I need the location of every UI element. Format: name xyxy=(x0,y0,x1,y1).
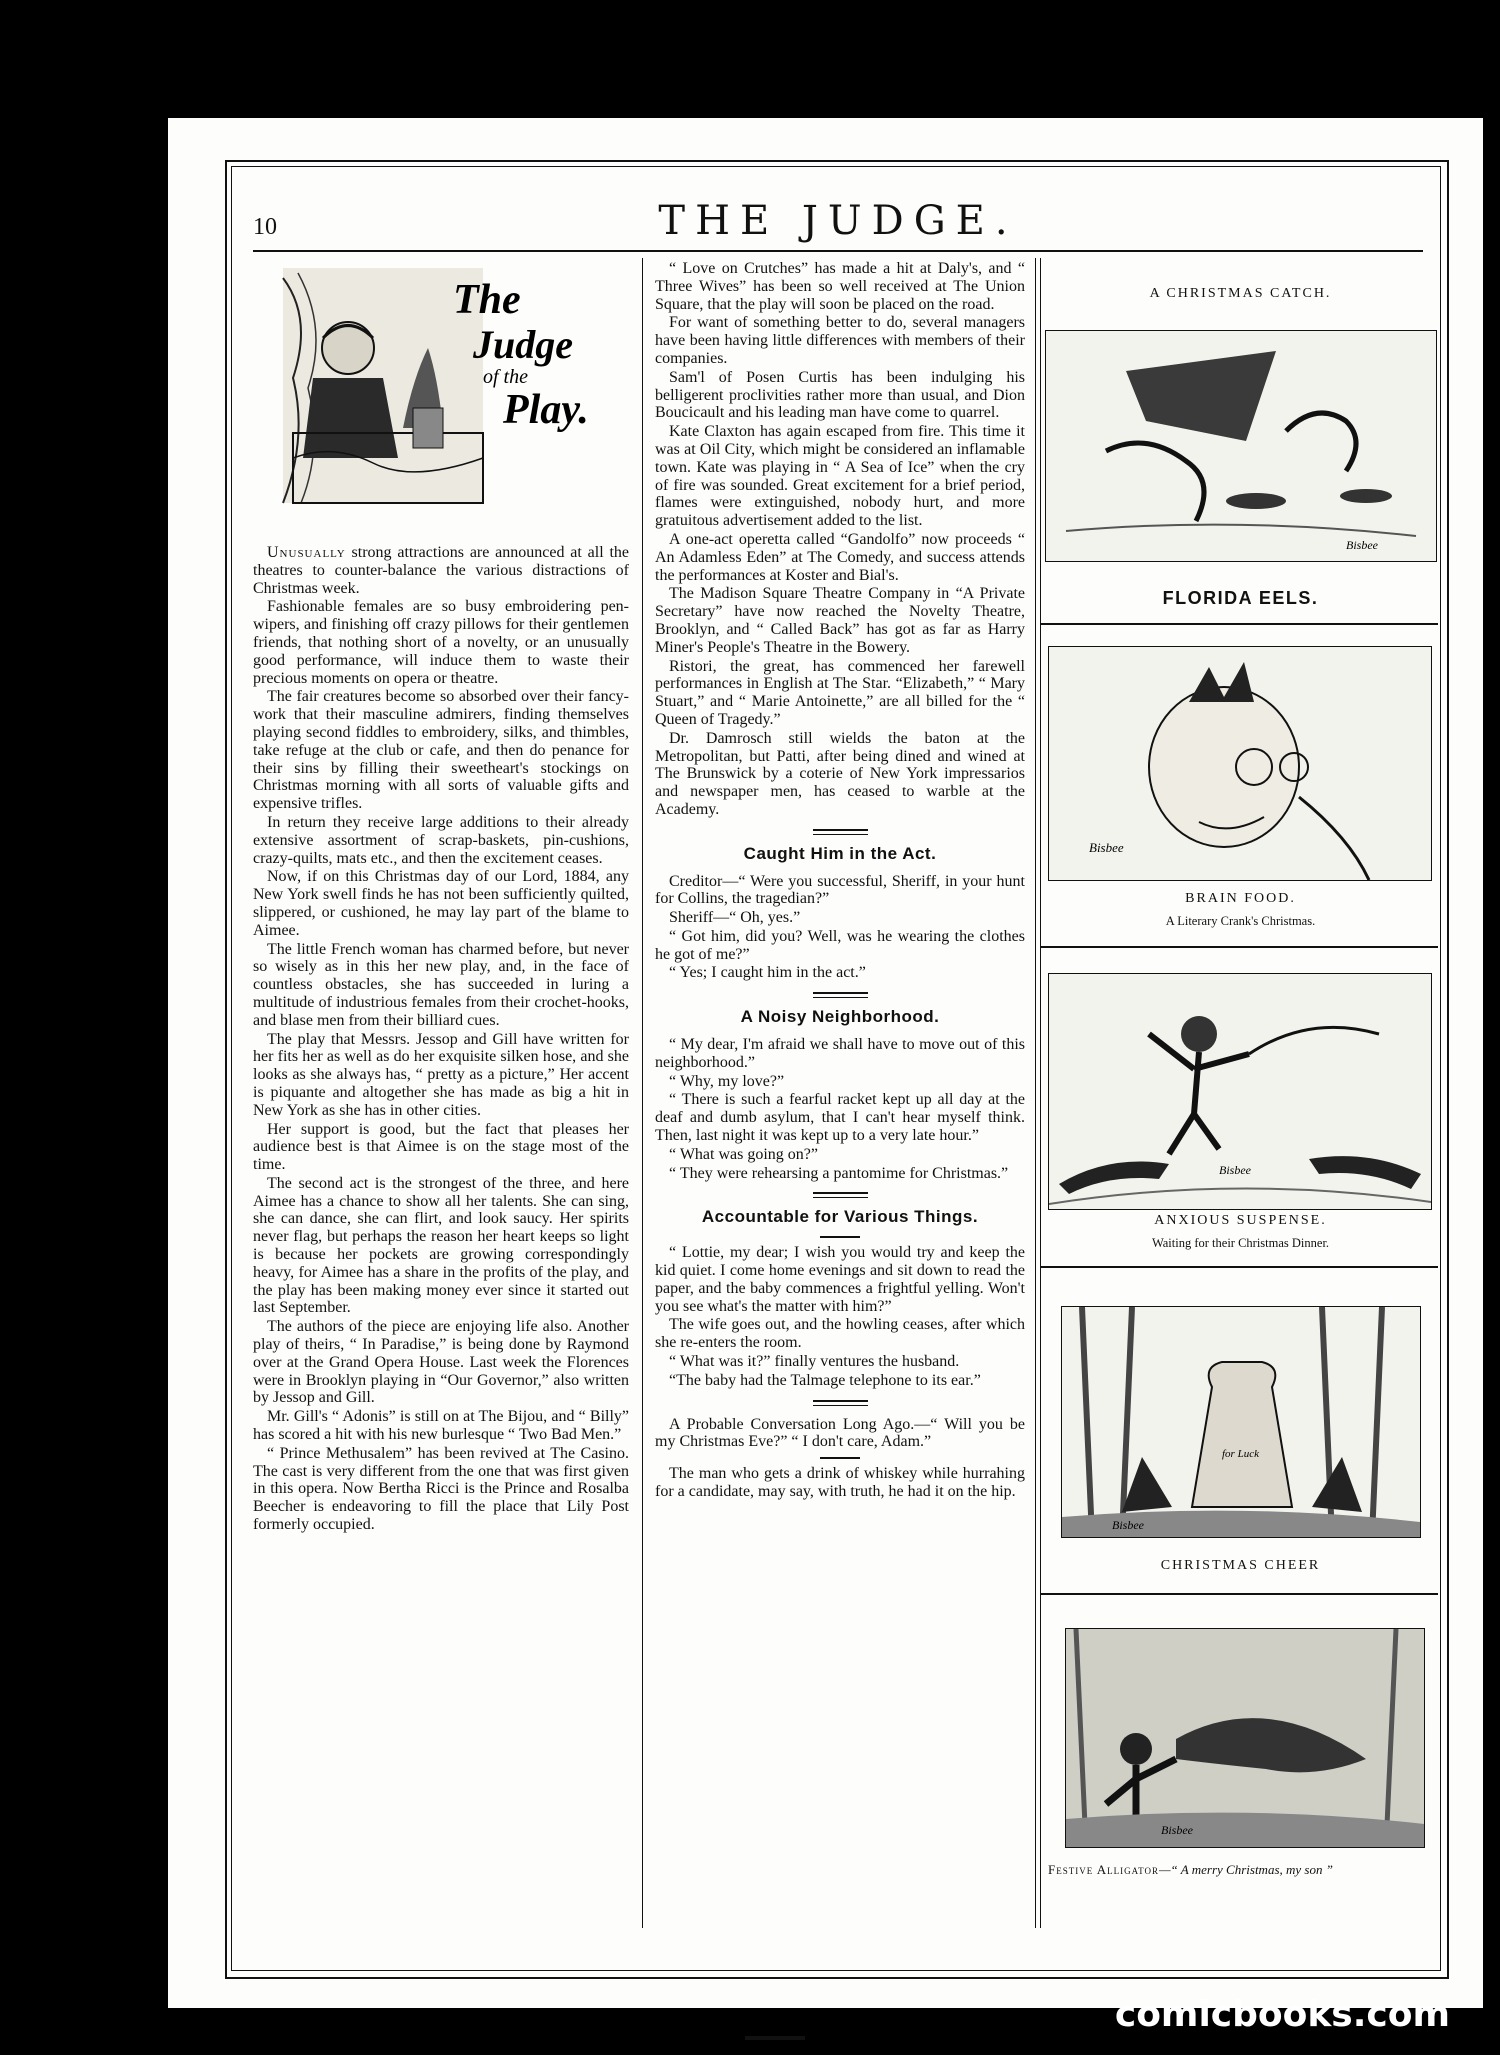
cartoon-christmas-cheer xyxy=(1061,1306,1421,1538)
accountable-line: The wife goes out, and the howling ceases, after which she re-enters the room. xyxy=(655,1316,1025,1352)
festive-alligator-illustration xyxy=(1066,1629,1424,1847)
accountable-line: “ Lottie, my dear; I wish you would try and keep the kid quiet. I come home evenings and sit down to read the paper, and the baby commences a frightful yelling. Won't you see what's the matter with him?” xyxy=(655,1244,1025,1315)
middle-paragraph: For want of something better to do, several managers have been having little differences with members of their companies. xyxy=(655,314,1025,367)
left-column xyxy=(253,258,629,1535)
cartoon-subcaption-anxious-suspense: Waiting for their Christmas Dinner. xyxy=(1151,1236,1330,1250)
heading-noisy-neighborhood: A Noisy Neighborhood. xyxy=(740,1007,940,1027)
noisy-line: “ Why, my love?” xyxy=(669,1072,785,1090)
heading-accountable: Accountable for Various Things. xyxy=(701,1207,979,1227)
caught-line: “ Yes; I caught him in the act.” xyxy=(669,964,866,982)
cartoon-caption-brain-food: BRAIN FOOD. xyxy=(1185,891,1296,906)
short-dash xyxy=(820,1236,860,1238)
section-divider xyxy=(813,992,868,998)
left-paragraph: Her support is good, but the fact that pleases her audience best is that Aimee is on the stage most of the time. xyxy=(253,1120,629,1174)
brain-food-illustration xyxy=(1049,647,1431,880)
watermark: comicbooks.com xyxy=(1114,1994,1450,2035)
left-paragraph: strong attractions are announced at all the theatres to counter-balance the various distractions of Christmas week. xyxy=(253,544,629,597)
svg-text:Play.: Play. xyxy=(503,387,589,433)
cartoon-festive-alligator xyxy=(1065,1628,1425,1848)
cartoon-caption-festive-alligator xyxy=(1048,1860,1433,1880)
left-paragraph: The little French woman has charmed before, but never so wisely as in this her new play, and, in the face of countless obstacles, she has succeeded in luring a multitude of industrious females from their crochet-hooks, and blase men from their billiard cues. xyxy=(253,940,629,1029)
left-paragraph: In return they receive large additions to their already extensive assortment of scrap-baskets, pin-cushions, crazy-quilts, mats etc., and then the excitement ceases. xyxy=(253,813,629,867)
middle-column xyxy=(655,260,1025,1502)
section-divider xyxy=(813,1192,868,1198)
artist-signature: Bisbee xyxy=(1089,840,1124,855)
newspaper-page xyxy=(168,118,1483,2008)
caught-line: Sheriff—“ Oh, yes.” xyxy=(669,909,801,927)
left-paragraph: Now, if on this Christmas day of our Lord, 1884, any New York swell finds he has not been sufficiently quilted, slippered, or cushioned, he may lay part of the blame to Aimee. xyxy=(253,868,629,939)
middle-paragraph: Ristori, the great, has commenced her farewell performances in English at The Star. “Elizabeth,” “ Mary Stuart,” and “ Marie Antoinette,” are all billed for the “ Queen of Tragedy.” xyxy=(655,657,1025,728)
christmas-cheer-illustration xyxy=(1062,1307,1420,1537)
whiskey-paragraph: The man who gets a drink of whiskey while hurrahing for a candidate, may say, with truth, he had it on the hip. xyxy=(655,1465,1025,1501)
section-divider xyxy=(813,829,868,835)
middle-paragraph: Sam'l of Posen Curtis has been indulging his belligerent proclivities rather more than usual, and Dion Boucicault and his leading man have come to quarrel. xyxy=(655,368,1025,422)
caught-line: Creditor—“ Were you successful, Sheriff, in your hunt for Collins, the tragedian?” xyxy=(655,872,1025,908)
left-paragraph: “ Prince Methusalem” has been revived at The Casino. The cast is very different from the one that was first given in this opera. Now Bertha Ricci is the Prince and Rosalba Beecher is endeavoring to fill the place that Lily Post formerly occupied. xyxy=(253,1444,629,1534)
accountable-line: “ What was it?” finally ventures the husband. xyxy=(669,1353,960,1371)
artist-signature: Bisbee xyxy=(1219,1163,1251,1177)
right-divider xyxy=(1041,1593,1438,1595)
svg-text:of the: of the xyxy=(483,366,528,388)
right-divider xyxy=(1041,946,1438,948)
judge-ornament-illustration xyxy=(253,258,629,516)
middle-paragraph: “ Love on Crutches” has made a hit at Daly's, and “ Three Wives” has been so well received at The Union Square, that the play will soon be placed on the road. xyxy=(655,260,1025,313)
anxious-suspense-illustration xyxy=(1049,974,1431,1209)
artist-signature: Bisbee xyxy=(1112,1518,1144,1532)
judge-of-the-play-ornament xyxy=(253,258,629,516)
header-rule xyxy=(253,250,1423,252)
noisy-line: “ There is such a fearful racket kept up all day at the deaf and dumb asylum, that I can't hear myself think. Then, last night it was kept up to a very late hour.” xyxy=(655,1091,1025,1145)
middle-paragraph: Dr. Damrosch still wields the baton at the Metropolitan, but Patti, after being dined and wined at The Brunswick by a coterie of New York impressarios and newspaper men, has ceased to warble at the Academy. xyxy=(655,729,1025,818)
artist-signature: Bisbee xyxy=(1161,1823,1193,1837)
page-number: 10 xyxy=(253,214,277,240)
right-divider xyxy=(1041,623,1438,625)
cartoon-subcaption-brain-food: A Literary Crank's Christmas. xyxy=(1165,914,1316,928)
caught-line: “ Got him, did you? Well, was he wearing the clothes he got of me?” xyxy=(655,927,1025,963)
cartoon-caption-florida-eels: FLORIDA EELS. xyxy=(1162,588,1319,608)
heading-caught-him: Caught Him in the Act. xyxy=(743,843,937,863)
column-rule-1 xyxy=(642,258,643,1928)
noisy-line: “ What was going on?” xyxy=(669,1145,818,1163)
cartoon-anxious-suspense xyxy=(1048,973,1432,1210)
cartoon-caption-anxious-suspense: ANXIOUS SUSPENSE. xyxy=(1154,1213,1327,1228)
section-divider xyxy=(813,1400,868,1406)
cartoon-brain-food xyxy=(1048,646,1432,881)
caption-lead: Festive Alligator xyxy=(1048,1862,1159,1877)
left-paragraph: Fashionable females are so busy embroidering pen-wipers, and finishing off crazy pillows for their gentlemen friends, that nothing short of a novelty, or an unusually good performance, will induce them to waste their precious moments on opera or theatre. xyxy=(253,598,629,687)
noisy-line: “ My dear, I'm afraid we shall have to move out of this neighborhood.” xyxy=(655,1036,1025,1071)
artist-signature: Bisbee xyxy=(1346,538,1378,552)
footer-dash xyxy=(745,2036,805,2040)
cartoon-christmas-catch xyxy=(1045,330,1437,562)
cartoon-caption-christmas-cheer: CHRISTMAS CHEER xyxy=(1160,1558,1321,1573)
left-paragraph: The fair creatures become so absorbed over their fancy-work that their masculine admirers, finding themselves playing second fiddles to embroidery, silks, and thimbles, take refuge at the club or cafe, and then do penance for their sins by filling their sweetheart's stockings on Christmas morning with all sorts of valuable gifts and expensive trifles. xyxy=(253,688,629,813)
accountable-line: “The baby had the Talmage telephone to its ear.” xyxy=(669,1371,981,1389)
caption-text: —“ A merry Christmas, my son ” xyxy=(1158,1862,1333,1877)
column-rule-2b xyxy=(1040,258,1041,1928)
lead-word: Unusually xyxy=(267,544,346,561)
noisy-line: “ They were rehearsing a pantomime for Christmas.” xyxy=(669,1164,1009,1182)
middle-paragraph: The Madison Square Theatre Company in “A Private Secretary” have now reached the Novelty Theatre, Brooklyn, and “ Called Back” has got as far as Harry Miner's People's Theatre in the Bowery. xyxy=(655,585,1025,656)
middle-paragraph: A one-act operetta called “Gandolfo” now proceeds “ An Adamless Eden” at The Comedy, and success attends the performances at Koster and Bial's. xyxy=(655,530,1025,584)
florida-eels-illustration xyxy=(1046,331,1436,561)
probable-conversation: A Probable Conversation Long Ago.—“ Will you be my Christmas Eve?” “ I don't care, Adam.” xyxy=(655,1415,1025,1451)
svg-text:Judge: Judge xyxy=(473,322,573,367)
left-paragraph: Mr. Gill's “ Adonis” is still on at The Bijou, and “ Billy” has scored a hit with his new burlesque “ Two Bad Men.” xyxy=(253,1408,629,1444)
short-dash xyxy=(820,1457,860,1459)
left-paragraph: The play that Messrs. Jessop and Gill have written for her fits her as well as do her exquisite silken hose, and she looks as she always has, “ pretty as a picture,” Her accent is piquante and altogether she has made as big a hit in New York as she has in other cities. xyxy=(253,1030,629,1119)
cartoon-title-christmas-catch: A CHRISTMAS CATCH. xyxy=(1149,286,1332,301)
masthead: THE JUDGE. xyxy=(658,198,1018,244)
left-paragraph: The authors of the piece are enjoying life also. Another play of theirs, “ In Paradise,” is being done by Raymond over at the Grand Opera House. Last week the Florences were in Brooklyn playing in “Our Governor,” also written by Jessop and Gill. xyxy=(253,1318,629,1407)
left-paragraph: The second act is the strongest of the three, and here Aimee has a chance to show all her talents. She can sing, she can dance, she can flirt, and look saucy. Her spirits never flag, but perhaps the reason her heart keeps so light is because her pockets are growing correspondingly heavy, for Aimee has a share in the profits of the play, and the play has been making money ever since it started out last September. xyxy=(253,1174,629,1317)
jug-label: for Luck xyxy=(1222,1448,1259,1460)
middle-paragraph: Kate Claxton has again escaped from fire. This time it was at Oil City, which might be considered an inflamable town. Kate was playing in “ A Sea of Ice” when the cry of fire was sounded. Great excitement for a brief period, flames were extinguished, nobody hurt, and more gratuitous advertisement added to the list. xyxy=(655,423,1025,530)
column-rule-2 xyxy=(1035,258,1036,1928)
right-divider xyxy=(1041,1266,1438,1268)
svg-text:The: The xyxy=(453,277,521,323)
